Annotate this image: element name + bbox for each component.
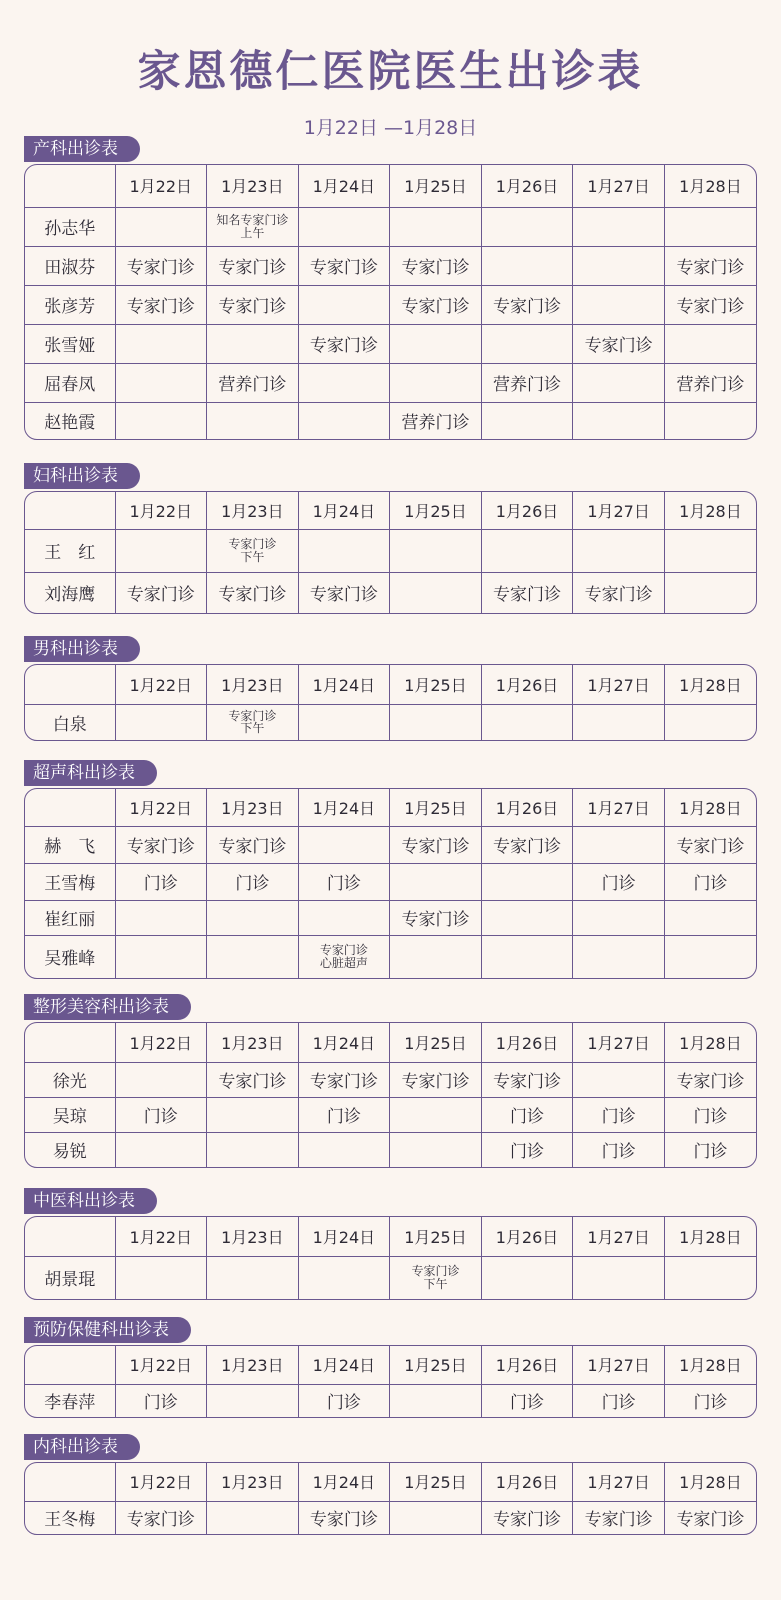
schedule-cell: 门诊 xyxy=(481,1384,573,1417)
date-header: 1月23日 xyxy=(207,1023,299,1062)
schedule-cell xyxy=(207,704,299,740)
schedule-cell xyxy=(664,529,756,572)
schedule-cell: 门诊 xyxy=(693,1142,728,1163)
date-header: 1月24日 xyxy=(298,1217,390,1256)
date-header: 1月28日 xyxy=(664,165,756,207)
doctor-name: 赫 飞 xyxy=(25,826,115,863)
date-header: 1月23日 xyxy=(207,1463,299,1501)
department-title: 整形美容科出诊表 xyxy=(24,994,191,1020)
department-title: 产科出诊表 xyxy=(24,136,140,162)
date-header: 1月28日 xyxy=(664,1023,756,1062)
schedule-cell-line: 下午 xyxy=(240,721,265,736)
date-header: 1月22日 xyxy=(115,1023,207,1062)
schedule-cell xyxy=(481,207,573,246)
doctor-name: 王冬梅 xyxy=(25,1501,115,1534)
page-title: 家恩德仁医院医生出诊表 xyxy=(137,47,644,97)
date-header: 1月25日 xyxy=(390,789,482,826)
doctor-name: 徐光 xyxy=(25,1062,115,1097)
schedule-table xyxy=(24,1216,757,1300)
schedule-cell xyxy=(390,1097,482,1132)
date-header: 1月28日 xyxy=(664,492,756,529)
schedule-cell: 门诊 xyxy=(573,1097,665,1132)
schedule-cell xyxy=(664,207,756,246)
schedule-cell xyxy=(573,285,665,324)
date-header: 1月25日 xyxy=(390,492,482,529)
schedule-cell xyxy=(664,900,756,935)
schedule-cell-line: 下午 xyxy=(423,1276,448,1291)
schedule-cell: 门诊 xyxy=(573,863,665,900)
doctor-name: 张彦芳 xyxy=(25,285,115,324)
date-header: 1月23日 xyxy=(207,165,299,207)
schedule-table xyxy=(24,1462,757,1535)
schedule-cell: 专家门诊 xyxy=(481,826,573,863)
schedule-cell xyxy=(298,402,390,439)
schedule-cell xyxy=(390,207,482,246)
schedule-cell xyxy=(481,324,573,363)
schedule-cell xyxy=(664,572,756,613)
doctor-name: 张雪娅 xyxy=(25,324,115,363)
schedule-cell: 营养门诊 xyxy=(207,363,299,402)
table-row xyxy=(25,246,756,285)
schedule-cell: 专家门诊 xyxy=(298,1062,390,1097)
table-row xyxy=(25,704,756,740)
date-header: 1月27日 xyxy=(573,1217,665,1256)
schedule-cell xyxy=(481,900,573,935)
schedule-cell xyxy=(390,704,482,740)
schedule-cell: 门诊 xyxy=(664,1097,756,1132)
table-row xyxy=(25,363,756,402)
date-header: 1月28日 xyxy=(664,1346,756,1384)
schedule-cell xyxy=(207,1256,299,1299)
schedule-cell xyxy=(298,207,390,246)
schedule-cell xyxy=(298,1132,390,1167)
date-header: 1月24日 xyxy=(298,165,390,207)
schedule-cell xyxy=(207,1097,299,1132)
schedule-cell: 门诊 xyxy=(481,1097,573,1132)
date-header: 1月23日 xyxy=(207,665,299,704)
schedule-cell xyxy=(115,1256,207,1299)
schedule-cell: 专家门诊 xyxy=(481,1062,573,1097)
schedule-cell xyxy=(390,529,482,572)
schedule-cell: 专家门诊 xyxy=(115,826,207,863)
table-row xyxy=(25,863,756,900)
date-header: 1月28日 xyxy=(664,665,756,704)
schedule-cell xyxy=(207,900,299,935)
date-header: 1月22日 xyxy=(115,1346,207,1384)
schedule-cell xyxy=(573,1256,665,1299)
table-row xyxy=(25,1256,756,1299)
schedule-cell: 专家门诊 xyxy=(115,246,207,285)
date-header: 1月25日 xyxy=(390,1346,482,1384)
schedule-cell xyxy=(298,529,390,572)
schedule-table xyxy=(24,491,757,614)
doctor-name: 白泉 xyxy=(25,704,115,740)
date-header: 1月27日 xyxy=(573,165,665,207)
schedule-cell: 门诊 xyxy=(693,1393,728,1414)
schedule-cell: 门诊 xyxy=(298,1097,390,1132)
header-row xyxy=(25,165,756,207)
header-corner xyxy=(25,1346,115,1384)
date-header: 1月22日 xyxy=(115,789,207,826)
date-header: 1月28日 xyxy=(664,789,756,826)
schedule-cell xyxy=(298,285,390,324)
schedule-cell: 专家门诊 xyxy=(664,1062,756,1097)
schedule-cell: 营养门诊 xyxy=(664,363,756,402)
date-header: 1月26日 xyxy=(481,1023,573,1062)
department-title: 预防保健科出诊表 xyxy=(24,1317,191,1343)
table-row xyxy=(25,1062,756,1097)
schedule-cell xyxy=(115,324,207,363)
header-row xyxy=(25,492,756,529)
date-header: 1月23日 xyxy=(207,1217,299,1256)
schedule-cell xyxy=(664,1256,756,1299)
schedule-cell xyxy=(664,324,756,363)
table-row xyxy=(25,826,756,863)
schedule-cell: 专家门诊 xyxy=(298,246,390,285)
schedule-cell: 专家门诊 xyxy=(390,246,482,285)
schedule-cell xyxy=(664,935,756,978)
doctor-name: 田淑芬 xyxy=(25,246,115,285)
doctor-name: 赵艳霞 xyxy=(25,402,115,439)
doctor-name: 王雪梅 xyxy=(25,863,115,900)
date-header: 1月25日 xyxy=(390,1023,482,1062)
table-row xyxy=(25,1501,756,1534)
date-header: 1月26日 xyxy=(481,165,573,207)
doctor-name: 刘海鹰 xyxy=(25,572,115,613)
schedule-cell xyxy=(298,900,390,935)
schedule-cell xyxy=(115,1062,207,1097)
schedule-cell-line: 专家门诊 xyxy=(228,708,277,723)
schedule-cell xyxy=(298,704,390,740)
schedule-cell-line: 专家门诊 xyxy=(319,943,368,958)
schedule-cell xyxy=(390,1132,482,1167)
schedule-cell xyxy=(390,363,482,402)
schedule-cell-line: 上午 xyxy=(240,225,265,240)
schedule-cell xyxy=(207,207,299,246)
table-row xyxy=(25,1384,756,1417)
schedule-cell xyxy=(573,402,665,439)
date-header: 1月27日 xyxy=(573,1463,665,1501)
schedule-cell xyxy=(115,935,207,978)
schedule-cell xyxy=(207,402,299,439)
schedule-cell: 专家门诊 xyxy=(207,826,299,863)
schedule-cell xyxy=(573,826,665,863)
schedule-cell xyxy=(481,863,573,900)
date-header: 1月27日 xyxy=(573,1023,665,1062)
schedule-cell: 门诊 xyxy=(115,1097,207,1132)
schedule-cell: 营养门诊 xyxy=(390,402,482,439)
schedule-cell: 门诊 xyxy=(298,1384,390,1417)
date-header: 1月24日 xyxy=(298,665,390,704)
header-row xyxy=(25,665,756,704)
schedule-cell: 专家门诊 xyxy=(573,324,665,363)
schedule-cell xyxy=(573,900,665,935)
doctor-name: 屈春凤 xyxy=(25,363,115,402)
schedule-cell xyxy=(207,324,299,363)
schedule-cell: 门诊 xyxy=(115,1384,207,1417)
schedule-cell: 专家门诊 xyxy=(390,1062,482,1097)
date-header: 1月25日 xyxy=(390,1217,482,1256)
schedule-cell: 专家门诊 xyxy=(664,285,756,324)
schedule-cell: 专家门诊 xyxy=(298,324,390,363)
schedule-cell: 专家门诊 xyxy=(573,572,665,613)
header-corner xyxy=(25,165,115,207)
schedule-cell xyxy=(390,324,482,363)
header-corner xyxy=(25,789,115,826)
schedule-cell: 专家门诊 xyxy=(207,285,299,324)
table-row xyxy=(25,935,756,978)
schedule-cell: 专家门诊 xyxy=(390,826,482,863)
table-row xyxy=(25,1097,756,1132)
schedule-cell xyxy=(664,402,756,439)
date-header: 1月27日 xyxy=(573,492,665,529)
date-header: 1月23日 xyxy=(207,1346,299,1384)
schedule-cell: 专家门诊 xyxy=(298,572,390,613)
schedule-cell xyxy=(573,935,665,978)
schedule-cell xyxy=(207,529,299,572)
table-row xyxy=(25,529,756,572)
table-row xyxy=(25,1132,756,1167)
schedule-cell: 门诊 xyxy=(573,1132,665,1167)
department-title: 男科出诊表 xyxy=(24,636,140,662)
date-header: 1月26日 xyxy=(481,665,573,704)
date-header: 1月23日 xyxy=(207,789,299,826)
schedule-cell xyxy=(573,1062,665,1097)
doctor-name: 李春萍 xyxy=(25,1384,115,1417)
schedule-cell xyxy=(481,246,573,285)
header-row xyxy=(25,1346,756,1384)
doctor-name: 吴琼 xyxy=(25,1097,115,1132)
header-corner xyxy=(25,1463,115,1501)
date-header: 1月23日 xyxy=(207,492,299,529)
schedule-cell xyxy=(115,363,207,402)
schedule-cell xyxy=(115,402,207,439)
table-row xyxy=(25,285,756,324)
schedule-cell xyxy=(573,529,665,572)
schedule-cell xyxy=(115,207,207,246)
doctor-name: 胡景琨 xyxy=(25,1256,115,1299)
schedule-table xyxy=(24,788,757,979)
schedule-cell xyxy=(298,826,390,863)
date-header: 1月27日 xyxy=(573,1346,665,1384)
date-header: 1月22日 xyxy=(115,1217,207,1256)
schedule-cell: 专家门诊 xyxy=(390,285,482,324)
schedule-cell xyxy=(207,1384,299,1417)
schedule-cell xyxy=(481,935,573,978)
schedule-cell: 专家门诊 xyxy=(676,1510,745,1531)
department-title: 中医科出诊表 xyxy=(24,1188,157,1214)
schedule-cell: 专家门诊 xyxy=(115,572,207,613)
schedule-cell xyxy=(481,402,573,439)
date-header: 1月28日 xyxy=(664,1217,756,1256)
date-header: 1月24日 xyxy=(298,492,390,529)
schedule-cell: 专家门诊 xyxy=(207,572,299,613)
date-header: 1月26日 xyxy=(481,1463,573,1501)
header-row xyxy=(25,789,756,826)
date-header: 1月22日 xyxy=(115,1463,207,1501)
doctor-name: 易锐 xyxy=(25,1132,115,1167)
table-row xyxy=(25,572,756,613)
schedule-cell: 门诊 xyxy=(207,863,299,900)
header-corner xyxy=(25,1023,115,1062)
schedule-cell xyxy=(481,704,573,740)
schedule-cell: 专家门诊 xyxy=(481,285,573,324)
date-header: 1月27日 xyxy=(573,665,665,704)
date-header: 1月24日 xyxy=(298,789,390,826)
date-header: 1月24日 xyxy=(298,1023,390,1062)
department-title: 超声科出诊表 xyxy=(24,760,157,786)
schedule-table xyxy=(24,1345,757,1418)
schedule-cell xyxy=(115,1132,207,1167)
date-range: 1月22日 —1月28日 xyxy=(303,117,478,139)
doctor-name: 孙志华 xyxy=(25,207,115,246)
schedule-cell: 专家门诊 xyxy=(481,1501,573,1534)
schedule-cell xyxy=(298,363,390,402)
schedule-cell xyxy=(664,704,756,740)
schedule-cell-line: 知名专家门诊 xyxy=(216,212,289,227)
schedule-cell xyxy=(390,1384,482,1417)
schedule-cell xyxy=(573,207,665,246)
doctor-name: 崔红丽 xyxy=(25,900,115,935)
date-header: 1月26日 xyxy=(481,1217,573,1256)
schedule-cell: 专家门诊 xyxy=(481,572,573,613)
schedule-cell xyxy=(298,1256,390,1299)
table-row xyxy=(25,900,756,935)
schedule-cell xyxy=(573,363,665,402)
table-row xyxy=(25,324,756,363)
schedule-table xyxy=(24,664,757,741)
schedule-cell xyxy=(115,529,207,572)
schedule-cell: 专家门诊 xyxy=(115,1501,207,1534)
schedule-cell xyxy=(207,1501,299,1534)
schedule-cell: 专家门诊 xyxy=(207,1062,299,1097)
date-header: 1月25日 xyxy=(390,665,482,704)
date-header: 1月25日 xyxy=(390,165,482,207)
schedule-cell xyxy=(390,1501,482,1534)
header-corner xyxy=(25,1217,115,1256)
schedule-cell xyxy=(481,1256,573,1299)
header-corner xyxy=(25,665,115,704)
date-header: 1月24日 xyxy=(298,1346,390,1384)
header-row xyxy=(25,1463,756,1501)
schedule-cell xyxy=(481,529,573,572)
schedule-cell: 专家门诊 xyxy=(390,900,482,935)
schedule-cell: 门诊 xyxy=(298,863,390,900)
header-corner xyxy=(25,492,115,529)
schedule-cell: 专家门诊 xyxy=(207,246,299,285)
department-title: 内科出诊表 xyxy=(24,1434,140,1460)
date-header: 1月27日 xyxy=(573,789,665,826)
date-header: 1月26日 xyxy=(481,1346,573,1384)
schedule-cell: 专家门诊 xyxy=(664,826,756,863)
schedule-cell xyxy=(390,572,482,613)
schedule-cell: 专家门诊 xyxy=(573,1501,665,1534)
schedule-cell: 门诊 xyxy=(664,863,756,900)
schedule-cell: 专家门诊 xyxy=(298,1501,390,1534)
doctor-name: 吴雅峰 xyxy=(25,935,115,978)
schedule-cell xyxy=(115,900,207,935)
date-header: 1月25日 xyxy=(390,1463,482,1501)
schedule-table xyxy=(24,164,757,440)
schedule-cell xyxy=(298,935,390,978)
date-header: 1月24日 xyxy=(298,1463,390,1501)
schedule-cell xyxy=(390,863,482,900)
date-header: 1月26日 xyxy=(481,789,573,826)
schedule-cell: 营养门诊 xyxy=(481,363,573,402)
schedule-cell-line: 心脏超声 xyxy=(319,955,368,970)
date-header: 1月22日 xyxy=(115,165,207,207)
date-header: 1月26日 xyxy=(481,492,573,529)
schedule-cell: 门诊 xyxy=(115,863,207,900)
header-row xyxy=(25,1217,756,1256)
schedule-cell: 专家门诊 xyxy=(664,246,756,285)
date-header: 1月22日 xyxy=(115,665,207,704)
doctor-name: 王 红 xyxy=(25,529,115,572)
schedule-cell-line: 下午 xyxy=(240,549,265,564)
table-row xyxy=(25,402,756,439)
schedule-cell: 门诊 xyxy=(573,1384,665,1417)
schedule-cell xyxy=(207,935,299,978)
schedule-cell: 专家门诊 xyxy=(115,285,207,324)
schedule-cell xyxy=(207,1132,299,1167)
date-header: 1月22日 xyxy=(115,492,207,529)
table-row xyxy=(25,207,756,246)
date-header: 1月28日 xyxy=(664,1463,756,1501)
schedule-table xyxy=(24,1022,757,1168)
schedule-cell xyxy=(573,246,665,285)
schedule-cell xyxy=(390,935,482,978)
header-row xyxy=(25,1023,756,1062)
department-title: 妇科出诊表 xyxy=(24,463,140,489)
schedule-cell: 门诊 xyxy=(481,1132,573,1167)
schedule-cell-line: 专家门诊 xyxy=(411,1264,460,1279)
schedule-cell xyxy=(390,1256,482,1299)
schedule-cell xyxy=(115,704,207,740)
schedule-cell xyxy=(573,704,665,740)
schedule-cell-line: 专家门诊 xyxy=(228,536,277,551)
